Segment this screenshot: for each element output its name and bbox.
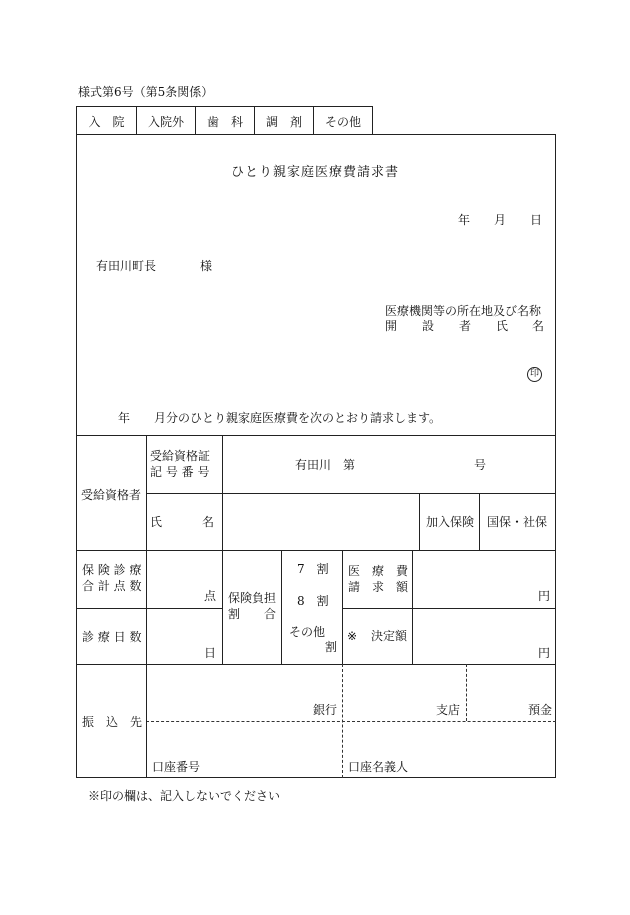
tab-dental[interactable]: 歯 科 (195, 107, 254, 135)
col-line-burden (281, 550, 282, 664)
claim-label-1: 医 療 費 (348, 564, 409, 578)
form-frame (76, 134, 556, 778)
col-line-burden-options (342, 550, 343, 664)
line-points-bottom (76, 608, 222, 609)
bank-label: 銀行 (313, 703, 338, 717)
account-holder-label: 口座名義人 (348, 760, 409, 774)
account-number-label: 口座番号 (152, 760, 201, 774)
burden-option-7[interactable]: 7 割 (297, 562, 329, 576)
cert-prefix: 有田川 第 (295, 458, 356, 472)
institution-address-label: 医療機関等の所在地及び名称 (385, 304, 542, 318)
days-unit: 日 (204, 646, 217, 660)
founder-label-char-5: 名 (532, 319, 545, 333)
points-unit: 点 (204, 589, 217, 603)
claim-label-2: 請 求 額 (348, 580, 409, 594)
seal-icon: 印 (527, 367, 542, 382)
insurance-value[interactable]: 国保・社保 (487, 515, 548, 529)
decided-mark: ※ (347, 629, 358, 643)
honorific: 様 (200, 259, 213, 273)
burden-label-1: 保険負担 (228, 591, 277, 605)
points-label-1: 保 険 診 療 (82, 563, 142, 577)
col-line-2 (222, 435, 223, 664)
founder-label-char-2: 設 (422, 319, 435, 333)
date-month[interactable]: 月 (494, 213, 507, 227)
line-recipient-bottom (76, 550, 556, 551)
founder-label-char-3: 者 (459, 319, 472, 333)
points-label-2: 合 計 点 数 (82, 579, 142, 593)
col-line-amount (412, 550, 413, 664)
form-id: 様式第6号（第5条関係） (78, 85, 214, 99)
line-cert-bottom (146, 493, 556, 494)
line-transfer-divider (146, 721, 556, 722)
decided-unit: 円 (538, 646, 551, 660)
claim-unit: 円 (538, 589, 551, 603)
col-dash-branch (466, 664, 467, 721)
line-claim-bottom (342, 608, 556, 609)
insurance-label: 加入保険 (426, 515, 475, 529)
tab-pharmacy[interactable]: 調 剤 (254, 107, 313, 135)
footnote: ※印の欄は、記入しないでください (88, 789, 281, 803)
cert-suffix: 号 (474, 458, 487, 472)
addressee: 有田川町長 (96, 259, 157, 273)
category-tabs (76, 106, 373, 135)
table-top-line (76, 435, 556, 436)
date-year[interactable]: 年 (458, 213, 471, 227)
line-days-bottom (76, 664, 556, 665)
col-line-1 (146, 435, 147, 778)
cert-label-1: 受給資格証 (150, 449, 211, 463)
burden-label-2: 割 合 (228, 607, 277, 621)
burden-option-other[interactable]: その他 (289, 625, 326, 639)
burden-option-other-unit: 割 (325, 640, 338, 654)
date-day[interactable]: 日 (530, 213, 543, 227)
founder-label-char-1: 開 (385, 319, 398, 333)
tab-outpatient[interactable]: 入院外 (136, 107, 195, 135)
cert-label-2: 記 号 番 号 (150, 465, 210, 479)
transfer-label: 振 込 先 (82, 715, 143, 729)
branch-label: 支店 (436, 703, 461, 717)
decided-label: 決定額 (371, 629, 408, 643)
col-line-insurance (419, 493, 420, 550)
burden-option-8[interactable]: 8 割 (297, 594, 329, 608)
form-title: ひとり親家庭医療費請求書 (230, 165, 399, 180)
deposit-label: 預金 (528, 703, 553, 717)
tab-inpatient[interactable]: 入 院 (88, 114, 125, 129)
founder-label-char-4: 氏 (496, 319, 509, 333)
claim-statement: 年 月分のひとり親家庭医療費を次のとおり請求します。 (118, 411, 442, 425)
days-label: 診 療 日 数 (82, 630, 142, 644)
name-label: 氏 名 (150, 515, 216, 529)
col-line-insurance-value (479, 493, 480, 550)
recipient-label: 受給資格者 (81, 488, 142, 502)
col-dash-bank (342, 664, 343, 778)
tab-other[interactable]: その他 (313, 107, 372, 135)
